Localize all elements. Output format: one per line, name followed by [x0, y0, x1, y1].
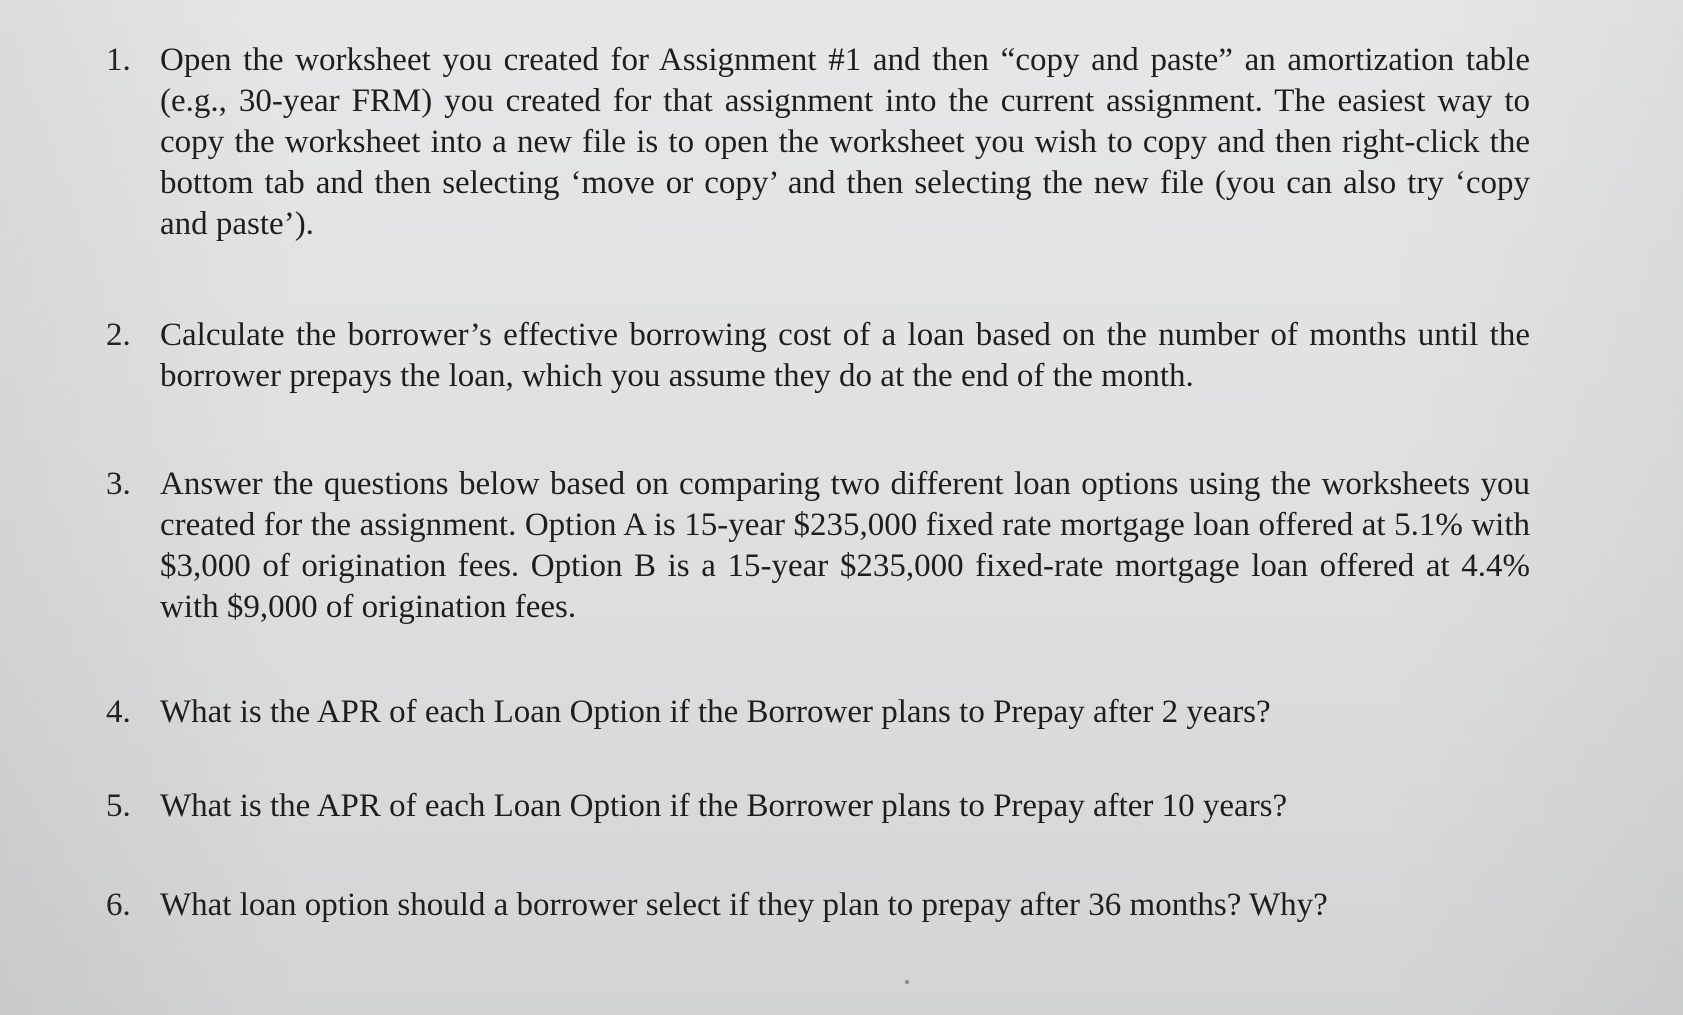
item-number: 5.	[106, 788, 131, 824]
paper-speck	[905, 980, 909, 984]
item-number: 4.	[106, 694, 131, 730]
item-text: Open the worksheet you created for Assignment #1 and then “copy and paste” an amortization table (e.g., 30-year FRM) you created for that assignment into the current assignment. The easiest way to copy the worksheet into a new file is to open the worksheet you wish to copy and then right-click the bottom tab and then selecting ‘move or copy’ and then selecting the new file (you can also try ‘copy and paste’).	[160, 42, 1530, 242]
item-text: What loan option should a borrower select if they plan to prepay after 36 months? Why?	[160, 887, 1328, 923]
item-number: 2.	[106, 317, 131, 353]
item-text: Answer the questions below based on comparing two different loan options using the worksheets you created for the assignment. Option A is 15-year $235,000 fixed rate mortgage loan offered at 5.1% with $3,000 of origination fees. Option B is a 15-year $235,000 fixed-rate mortgage loan offered at 4.4% with $9,000 of origination fees.	[160, 466, 1530, 625]
item-number: 1.	[106, 42, 131, 78]
item-text: What is the APR of each Loan Option if the Borrower plans to Prepay after 2 years?	[160, 694, 1271, 730]
item-text: What is the APR of each Loan Option if the Borrower plans to Prepay after 10 years?	[160, 788, 1288, 824]
item-number: 3.	[106, 466, 131, 502]
item-text: Calculate the borrower’s effective borrowing cost of a loan based on the number of months until the borrower prepays the loan, which you assume they do at the end of the month.	[160, 317, 1530, 394]
item-number: 6.	[106, 887, 131, 923]
